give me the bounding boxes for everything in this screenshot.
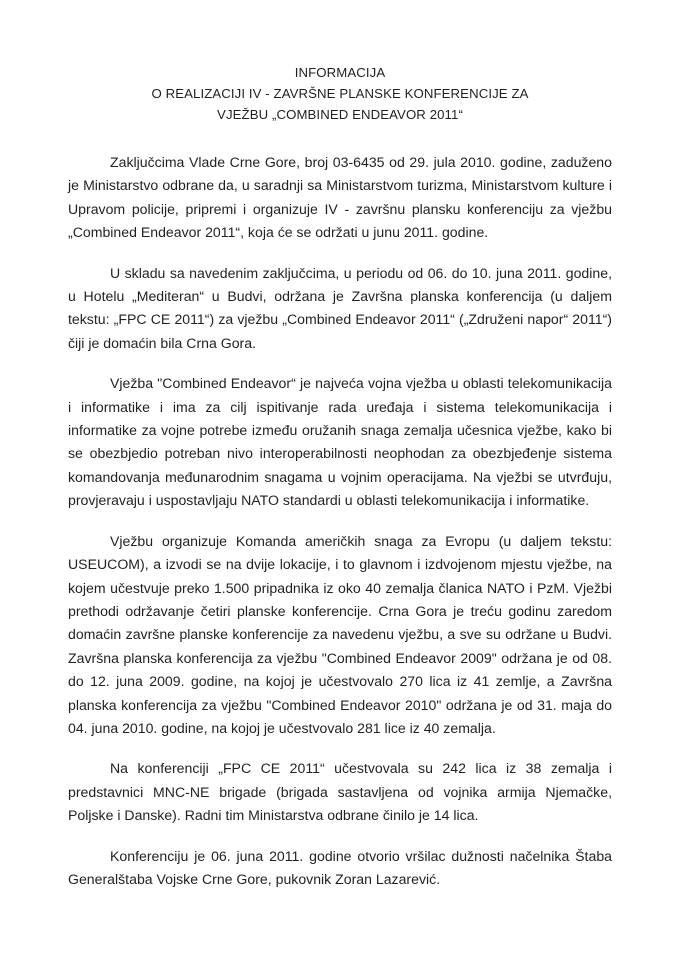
document-body	[68, 0, 612, 891]
paragraph: Konferenciju je 06. juna 2011. godine otvorio vršilac dužnosti načelnika Štaba Generalštaba Vojske Crne Gore, pukovnik Zoran Lazarević.	[68, 847, 612, 887]
document-title	[68, 62, 612, 125]
title-line-3: VJEŽBU „COMBINED ENDEAVOR 2011“	[217, 107, 463, 122]
document-paragraphs	[68, 151, 612, 891]
title-line-2: O REALIZACIJI IV - ZAVRŠNE PLANSKE KONFERENCIJE ZA	[151, 86, 529, 101]
paragraph: Vježbu organizuje Komanda američkih snaga za Evropu (u daljem tekstu: USEUCOM), a izvodi se na dvije lokacije, i to glavnom i izdvojenom mjestu vježbe, na kojem učestvuje preko 1.500 pripadnika iz oko 40 zemalja članica NATO i PzM. Vježbi prethodi održavanje četiri planske konferencije. Crna Gora je treću godinu zaredom domaćin završne planske konferencije za navedenu vježbu, a sve su održane u Budvi. Završna planska konferencija za vježbu "Combined Endeavor 2009" održana je od 08. do 12. juna 2009. godine, na kojoj je učestvovalo 270 lica iz 41 zemlje, a Završna planska konferencija za vježbu "Combined Endeavor 2010" održana je od 31. maja do 04. juna 2010. godine, na kojoj je učestvovalo 281 lice iz 40 zemalja.	[68, 532, 612, 736]
paragraph: U skladu sa navedenim zaključcima, u periodu od 06. do 10. juna 2011. godine, u Hotelu „Mediteran“ u Budvi, održana je Završna planska konferencija (u daljem tekstu: „FPC CE 2011“) za vježbu „Combined Endeavor 2011“ („Združeni napor“ 2011“) čiji je domaćin bila Crna Gora.	[68, 264, 612, 351]
title-line-1: INFORMACIJA	[294, 65, 386, 80]
paragraph: Vježba "Combined Endeavor“ je najveća vojna vježba u oblasti telekomunikacija i informatike i ima za cilj ispitivanje rada uređaja i sistema telekomunikacija i informatike za vojne potrebe između oružanih snaga zemalja učesnica vježbe, kako bi se obezbjedio potreban nivo interoperabilnosti neophodan za obezbjeđenje sistema komandovanja međunarodnim snagama u vojnim operacijama. Na vježbi se utvrđuju, provjeravaju i uspostavljaju NATO standardi u oblasti telekomunikacija i informatike.	[68, 375, 612, 509]
paragraph: Na konferenciji „FPC CE 2011“ učestvovala su 242 lica iz 38 zemalja i predstavnici MNC-NE brigade (brigada sastavljena od vojnika armija Njemačke, Poljske i Danske). Radni tim Ministarstva odbrane činilo je 14 lica.	[68, 760, 612, 824]
paragraph: Zaključcima Vlade Crne Gore, broj 03-6435 od 29. jula 2010. godine, zaduženo je Ministarstvo odbrane da, u saradnji sa Ministarstvom turizma, Ministarstvom kulture i Upravom policije, pripremi i organizuje IV - završnu plansku konferenciju za vježbu „Combined Endeavor 2011“, koja će se održati u junu 2011. godine.	[68, 154, 612, 241]
